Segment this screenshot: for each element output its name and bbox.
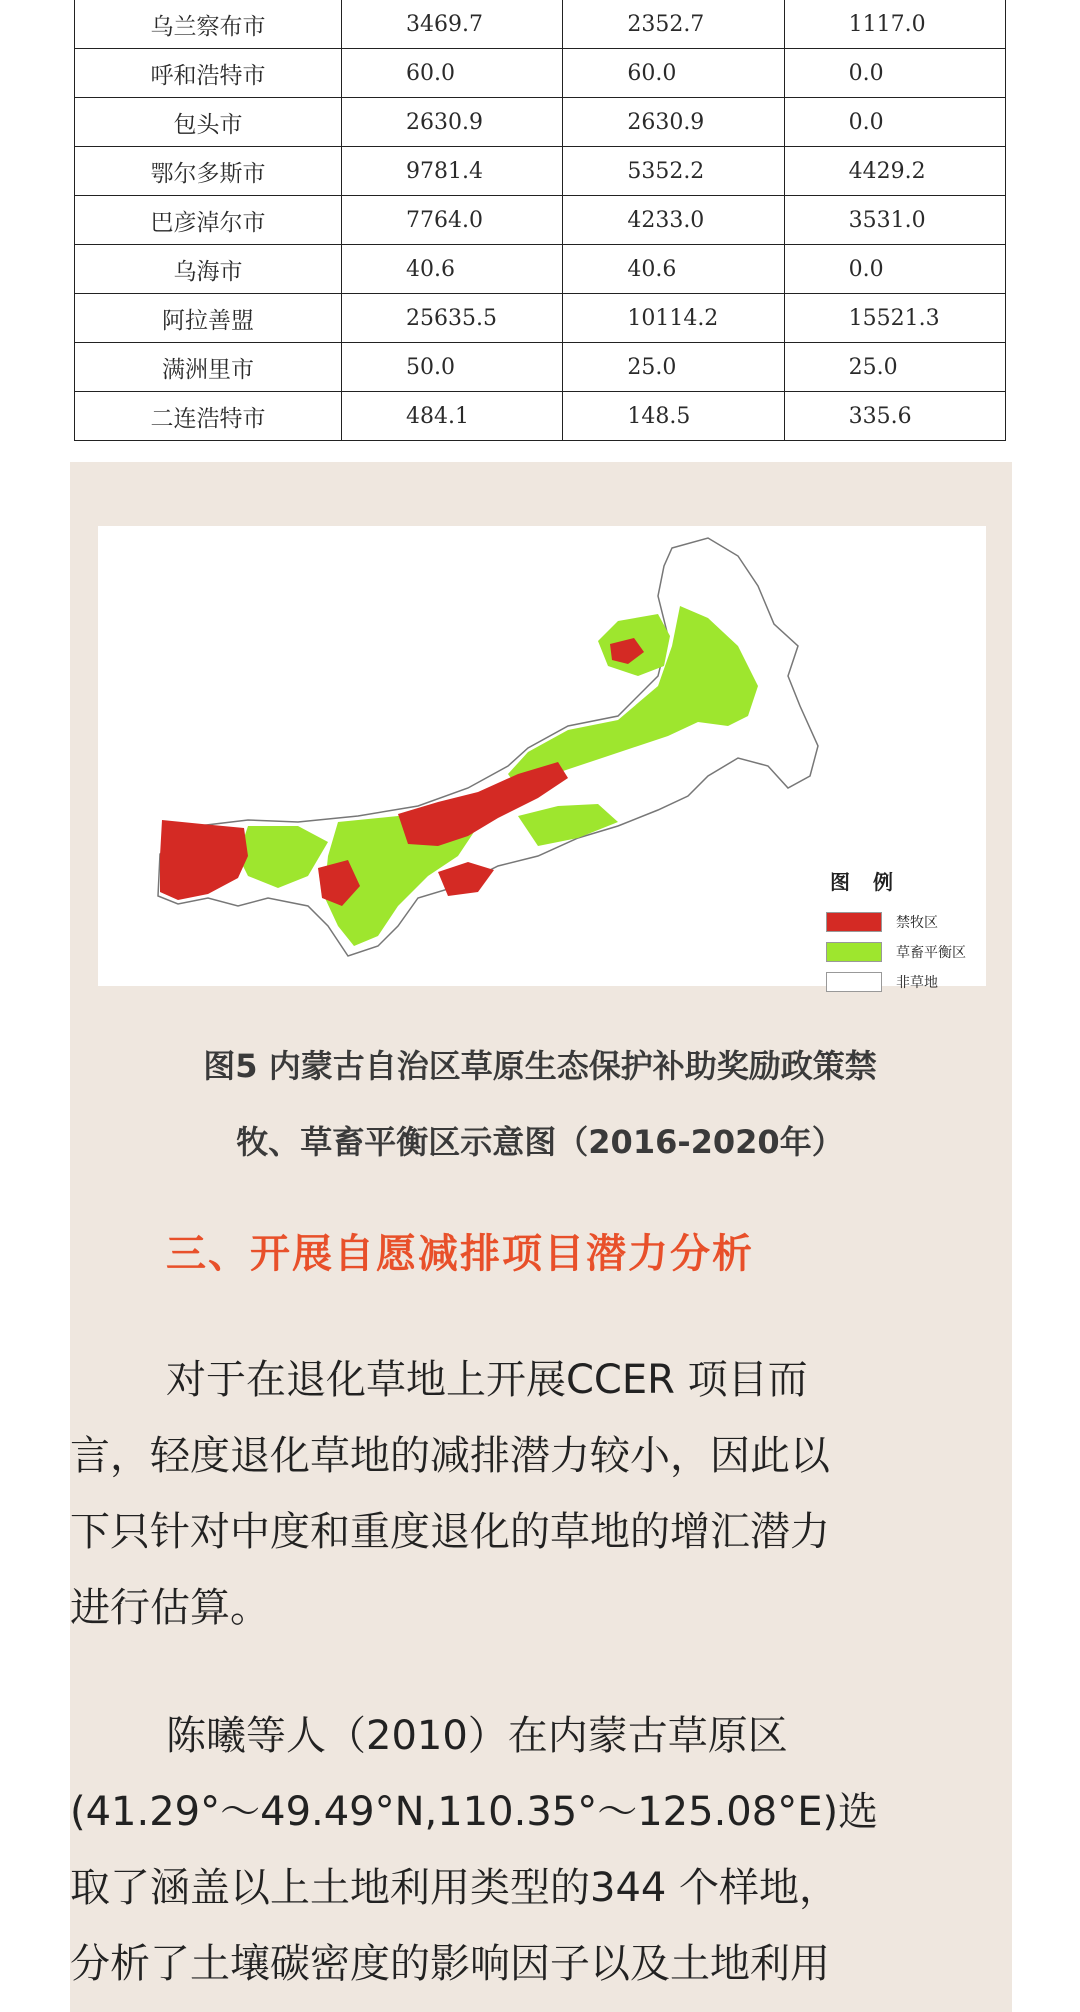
legend-swatch	[826, 912, 882, 932]
table-row	[75, 196, 1006, 245]
table-row	[75, 147, 1006, 196]
paragraph-line: 陈曦等人（2010）在内蒙古草原区	[166, 1713, 788, 1759]
value-cell: 25.0	[784, 343, 1005, 392]
value-cell: 7764.0	[342, 196, 563, 245]
city-name-cell: 鄂尔多斯市	[75, 147, 342, 196]
paragraph-line: 言，轻度退化草地的减排潜力较小，因此以	[70, 1433, 830, 1479]
paragraph-line: 对于在退化草地上开展CCER 项目而	[166, 1357, 808, 1403]
city-name-cell: 巴彦淖尔市	[75, 196, 342, 245]
table-row	[75, 0, 1006, 49]
legend-item	[826, 907, 996, 937]
value-cell: 25635.5	[342, 294, 563, 343]
value-cell: 148.5	[563, 392, 784, 441]
caption-line-1: 图5 内蒙古自治区草原生态保护补助奖励政策禁	[203, 1047, 877, 1085]
table-row	[75, 49, 1006, 98]
table-row	[75, 343, 1006, 392]
value-cell: 3531.0	[784, 196, 1005, 245]
value-cell: 10114.2	[563, 294, 784, 343]
value-cell: 40.6	[563, 245, 784, 294]
table-row	[75, 392, 1006, 441]
data-table	[74, 0, 1006, 441]
value-cell: 484.1	[342, 392, 563, 441]
legend-label: 草畜平衡区	[896, 945, 966, 961]
value-cell: 5352.2	[563, 147, 784, 196]
value-cell: 15521.3	[784, 294, 1005, 343]
legend-label: 禁牧区	[896, 915, 938, 931]
legend-label: 非草地	[896, 975, 938, 991]
value-cell: 0.0	[784, 98, 1005, 147]
value-cell: 0.0	[784, 49, 1005, 98]
value-cell: 2630.9	[342, 98, 563, 147]
legend-item	[826, 937, 996, 967]
table-row	[75, 245, 1006, 294]
section-heading: 三、开展自愿减排项目潜力分析	[166, 1231, 754, 1277]
value-cell: 0.0	[784, 245, 1005, 294]
value-cell: 335.6	[784, 392, 1005, 441]
table-row	[75, 294, 1006, 343]
figure-caption	[80, 1028, 1000, 1180]
region-outline	[158, 538, 818, 956]
value-cell: 2352.7	[563, 0, 784, 49]
city-name-cell: 包头市	[75, 98, 342, 147]
value-cell: 2630.9	[563, 98, 784, 147]
value-cell: 1117.0	[784, 0, 1005, 49]
legend-swatch	[826, 942, 882, 962]
caption-line-2: 牧、草畜平衡区示意图（2016-2020年）	[236, 1123, 844, 1161]
map-legend	[826, 866, 996, 997]
value-cell: 3469.7	[342, 0, 563, 49]
value-cell: 60.0	[342, 49, 563, 98]
city-name-cell: 乌海市	[75, 245, 342, 294]
city-name-cell: 呼和浩特市	[75, 49, 342, 98]
paragraph-ccer-intro	[70, 1342, 1010, 1646]
table-row	[75, 98, 1006, 147]
legend-swatch	[826, 972, 882, 992]
paragraph-chen-xi-study	[70, 1698, 1010, 2002]
city-name-cell: 乌兰察布市	[75, 0, 342, 49]
value-cell: 4429.2	[784, 147, 1005, 196]
paragraph-line: 进行估算。	[70, 1585, 270, 1631]
value-cell: 60.0	[563, 49, 784, 98]
article-body	[70, 462, 1012, 2012]
value-cell: 4233.0	[563, 196, 784, 245]
figure-map	[98, 526, 986, 991]
value-cell: 50.0	[342, 343, 563, 392]
data-table-wrapper	[74, 0, 1006, 441]
city-name-cell: 满洲里市	[75, 343, 342, 392]
value-cell: 40.6	[342, 245, 563, 294]
paragraph-line: 取了涵盖以上土地利用类型的344 个样地，	[70, 1865, 840, 1911]
legend-item	[826, 967, 996, 997]
value-cell: 9781.4	[342, 147, 563, 196]
city-name-cell: 二连浩特市	[75, 392, 342, 441]
city-name-cell: 阿拉善盟	[75, 294, 342, 343]
paragraph-line: (41.29°～49.49°N,110.35°～125.08°E)选	[70, 1789, 879, 1835]
legend-title: 图 例	[830, 870, 901, 894]
paragraph-line: 分析了土壤碳密度的影响因子以及土地利用	[70, 1941, 830, 1987]
value-cell: 25.0	[563, 343, 784, 392]
paragraph-line: 下只针对中度和重度退化的草地的增汇潜力	[70, 1509, 830, 1555]
